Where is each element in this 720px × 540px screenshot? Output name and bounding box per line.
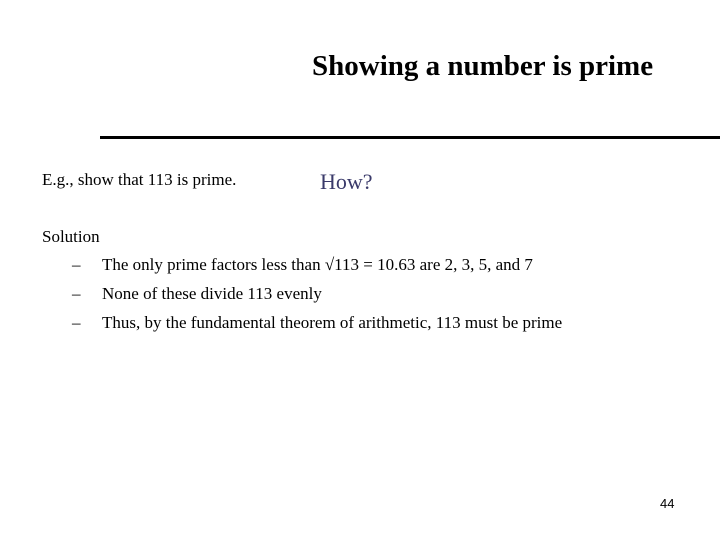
bullet-dash: – [72, 255, 81, 274]
solution-bullet-list [72, 255, 562, 342]
title-divider [100, 136, 720, 139]
bullet-text: The only prime factors less than √113 = 10.63 are 2, 3, 5, and 7 [102, 255, 533, 274]
slide-title: Showing a number is prime [312, 50, 654, 82]
page-number: 44 [660, 496, 675, 511]
question-text: How? [320, 169, 373, 194]
list-item [72, 284, 562, 313]
example-text: E.g., show that 113 is prime. [42, 170, 237, 189]
bullet-text: Thus, by the fundamental theorem of arithmetic, 113 must be prime [102, 313, 563, 332]
bullet-text: None of these divide 113 evenly [102, 284, 322, 303]
list-item [72, 255, 562, 284]
solution-label: Solution [42, 227, 100, 246]
bullet-dash: – [72, 284, 81, 303]
list-item [72, 313, 562, 342]
bullet-dash: – [72, 313, 81, 332]
